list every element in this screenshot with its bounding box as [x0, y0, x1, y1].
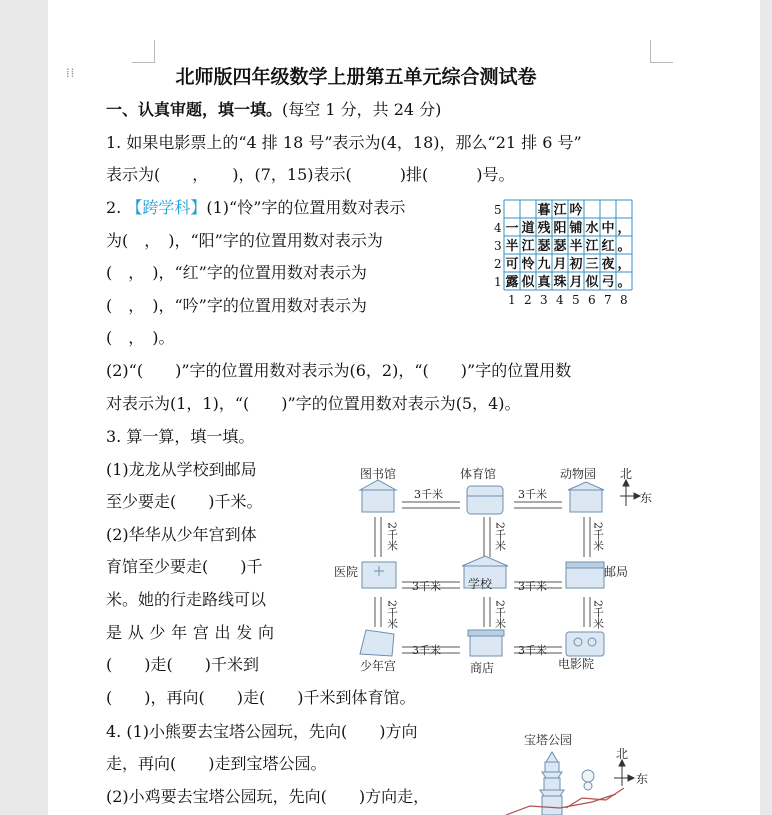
grid-character: 水	[585, 221, 599, 236]
q2-number: 2.	[106, 198, 122, 217]
path-roads	[506, 788, 624, 815]
grid-character: 江	[585, 239, 599, 254]
distance-label-vertical: 2千米	[493, 600, 507, 629]
grid-character: 暮	[537, 203, 551, 218]
grid-character: 一	[505, 221, 519, 236]
place-label-shop: 商店	[470, 661, 495, 675]
margin-corner-top-left	[132, 40, 155, 63]
grid-character: 道	[521, 221, 535, 236]
distance-label-horizontal: 3千米	[412, 644, 441, 657]
q3-line7: ( )走( )千米到	[106, 655, 259, 674]
grid-character: 月	[569, 275, 583, 290]
place-label-school: 学校	[468, 577, 493, 591]
grid-character: 夜	[601, 257, 615, 272]
q4-line1: 4. (1)小熊要去宝塔公园玩，先向( )方向	[106, 722, 418, 741]
compass-icon	[620, 480, 640, 506]
column-label: 7	[604, 293, 612, 304]
q4-line2: 走，再向( )走到宝塔公园。	[106, 754, 327, 773]
grid-character: 江	[553, 203, 567, 218]
drag-handle-icon[interactable]: ⁞⁞	[66, 66, 76, 81]
compass-east-label: 东	[640, 491, 653, 505]
margin-corner-top-right	[650, 40, 673, 63]
grid-character: 似	[585, 275, 599, 290]
row-label: 5	[494, 203, 502, 217]
q1-line2: 表示为( ， )，(7，15)表示( )排( )号。	[106, 165, 515, 184]
grid-character: 怜	[521, 257, 535, 272]
library-icon	[360, 480, 396, 512]
city-map	[332, 462, 662, 680]
q1-line1: 1. 如果电影票上的“4 排 18 号”表示为(4，18)，那么“21 排 6 号”	[106, 133, 582, 152]
cross-subject-tag: 【跨学科】	[126, 198, 207, 217]
q3-heading: 3. 算一算，填一填。	[106, 427, 255, 446]
distance-label-vertical: 2千米	[591, 600, 605, 629]
place-label-gym: 体育馆	[460, 467, 497, 481]
q2-line3: ( ， )，“红”字的位置用数对表示为	[106, 263, 367, 282]
grid-character: 三	[585, 257, 599, 272]
compass-north-label: 北	[620, 467, 633, 481]
q2-line5: ( ， )。	[106, 328, 175, 347]
column-label: 5	[572, 293, 580, 304]
grid-character: 江	[521, 239, 535, 254]
grid-character: 吟	[569, 203, 583, 218]
distance-label-vertical: 2千米	[493, 522, 507, 551]
zoo-icon	[568, 482, 604, 512]
q3-line1: (1)龙龙从学校到邮局	[106, 460, 257, 479]
column-label: 8	[620, 293, 628, 304]
place-label-hospital: 医院	[334, 565, 359, 579]
grid-character: 半	[505, 239, 519, 254]
distance-label-horizontal: 3千米	[412, 580, 441, 593]
section-note: (每空 1 分，共 24 分)	[282, 100, 442, 119]
q3-line5: 米。她的行走路线可以	[106, 590, 267, 609]
pagoda-park-title: 宝塔公园	[524, 733, 573, 747]
compass-east-label: 东	[636, 772, 649, 786]
q3-line3: (2)华华从少年宫到体	[106, 525, 257, 544]
q3-line8: ( )，再向( )走( )千米到体育馆。	[106, 688, 416, 707]
grid-character: 可	[505, 257, 519, 272]
cinema-icon	[566, 632, 604, 656]
q2-line6: (2)“( )”字的位置用数对表示为(6，2)，“( )”字的位置用数	[106, 361, 572, 380]
grid-character: 。	[617, 275, 631, 290]
q2-line4: ( ， )，“吟”字的位置用数对表示为	[106, 296, 367, 315]
grid-character: 铺	[569, 221, 583, 236]
grid-character: 瑟	[553, 239, 567, 254]
place-label-library: 图书馆	[360, 467, 397, 481]
grid-character: 月	[553, 257, 567, 272]
distance-label-vertical: 2千米	[385, 522, 399, 551]
grid-character: ，	[617, 221, 631, 236]
compass-north-label: 北	[616, 747, 629, 761]
column-label: 2	[524, 293, 532, 304]
grid-character: 中	[601, 221, 615, 236]
column-label: 1	[508, 293, 516, 304]
grid-character: 阳	[553, 221, 567, 236]
row-label: 1	[494, 275, 502, 289]
q2-line7: 对表示为(1，1)，“( )”字的位置用数对表示为(5，4)。	[106, 394, 521, 413]
q3-line2: 至少要走( )千米。	[106, 492, 263, 511]
youth-palace-icon	[360, 630, 394, 656]
section-heading	[106, 100, 441, 120]
place-label-youth: 少年宫	[360, 659, 397, 673]
distance-label-horizontal: 3千米	[518, 644, 547, 657]
distance-label-horizontal: 3千米	[518, 580, 547, 593]
column-label: 6	[588, 293, 596, 304]
column-label: 4	[556, 293, 564, 304]
grid-character: 真	[537, 275, 551, 290]
place-label-post: 邮局	[604, 565, 629, 579]
grid-character: 红	[601, 239, 615, 254]
row-label: 3	[494, 239, 502, 253]
distance-label-horizontal: 3千米	[518, 488, 547, 501]
row-label: 4	[494, 221, 502, 235]
compass-icon	[614, 760, 634, 786]
grid-character: 残	[537, 221, 551, 236]
distance-label-vertical: 2千米	[385, 600, 399, 629]
shop-icon	[468, 630, 504, 656]
pagoda-icon	[540, 752, 564, 815]
distance-label-horizontal: 3千米	[414, 488, 443, 501]
gym-icon	[467, 486, 503, 514]
grid-character: 似	[521, 275, 535, 290]
grid-character: 露	[505, 275, 519, 290]
column-label: 3	[540, 293, 548, 304]
grid-character: ，	[617, 257, 631, 272]
grid-character: 瑟	[537, 239, 551, 254]
hospital-icon	[362, 562, 396, 588]
q2-text: (1)“怜”字的位置用数对表示	[206, 198, 406, 217]
row-label: 2	[494, 257, 502, 271]
q4-line3: (2)小鸡要去宝塔公园玩，先向( )方向走，	[106, 787, 430, 806]
grid-character: 半	[569, 239, 583, 254]
grid-character: 九	[537, 257, 551, 272]
post-office-icon	[566, 562, 604, 588]
grid-character: 。	[617, 239, 631, 254]
page-title: 北师版四年级数学上册第五单元综合测试卷	[175, 66, 537, 88]
q2-line1	[106, 198, 405, 218]
q3-line4: 育馆至少要走( )千	[106, 557, 263, 576]
bear-icon	[582, 770, 594, 790]
q3-line6: 是从少年宫出发向	[106, 623, 274, 642]
place-label-zoo: 动物园	[560, 467, 597, 481]
poem-grid	[486, 196, 646, 304]
pagoda-park-map	[496, 728, 666, 815]
grid-character: 初	[569, 257, 583, 272]
grid-character: 弓	[601, 275, 615, 290]
q2-line2: 为( ， )，“阳”字的位置用数对表示为	[106, 231, 383, 250]
distance-label-vertical: 2千米	[591, 522, 605, 551]
place-label-cinema: 电影院	[558, 657, 595, 671]
grid-character: 珠	[553, 275, 567, 290]
section-label: 一、认真审题，填一填。	[106, 100, 283, 119]
